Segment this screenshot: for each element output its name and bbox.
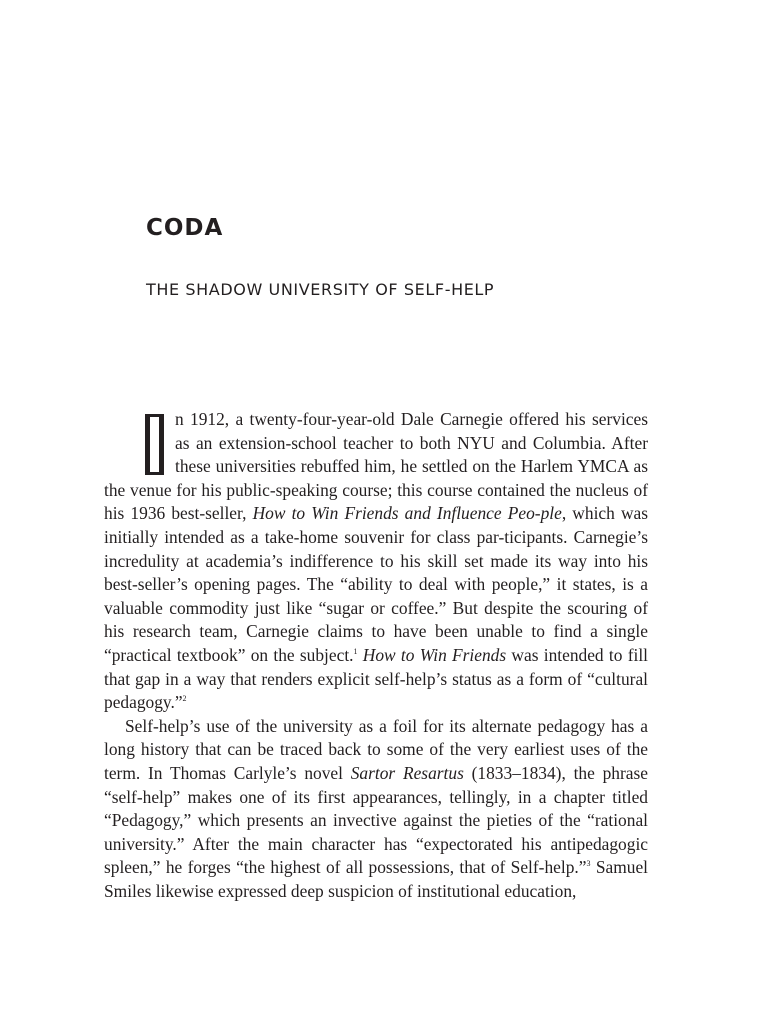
- paragraph-1: [104, 408, 648, 715]
- footnote-ref-2[interactable]: 2: [182, 694, 187, 704]
- chapter-label: CODA: [146, 215, 224, 241]
- paragraph-1-text: was intended to fill that gap in a way that renders explicit self-help’s status as a form of “cultural pedagogy.”: [104, 644, 648, 713]
- footnote-ref-3[interactable]: 3: [586, 859, 591, 869]
- paragraph-1-text: , which was initially intended as a take-home souvenir for class par-ticipants. Carnegie’s incredulity at academia’s indifference to his skill set made its way into his best-seller’s opening pages. The “ability to deal with people,” it states, is a valuable commodity just like “sugar or coffee.” But despite the scouring of his research team, Carnegie claims to have been unable to find a single “practical textbook” on the subject.: [104, 503, 648, 665]
- paragraph-2: [104, 715, 648, 904]
- paragraph-1-text: n 1912, a twenty-four-year-old Dale Carnegie offered his services as an extension-school teacher to both NYU and Columbia. After these universities rebuffed him, he settled on the Harlem YMCA as the venue for his public-speaking course; this course contained the nucleus of his 1936 best-seller,: [104, 409, 648, 524]
- paragraph-2-text: Samuel Smiles likewise expressed deep suspicion of institutional education,: [104, 857, 648, 901]
- book-title-italic: How to Win Friends: [362, 644, 507, 665]
- book-title-italic: How to Win Friends and Influence Peo-ple: [252, 503, 562, 524]
- paragraph-2-text: Self-help’s use of the university as a foil for its alternate pedagogy has a long history that can be traced back to some of the very earliest uses of the term. In Thomas Carlyle’s novel: [104, 715, 648, 783]
- paragraph-2-text: (1833–1834), the phrase “self-help” makes one of its first appearances, tellingly, in a chapter titled “Pedagogy,” which presents an invective against the pieties of the “rational university.” After the main character has “expectorated his antipedagogic spleen,” he forges “the highest of all possessions, that of Self-help.”: [104, 762, 648, 878]
- footnote-ref-1[interactable]: 1: [353, 646, 358, 656]
- drop-cap: [145, 414, 164, 475]
- chapter-title: THE SHADOW UNIVERSITY OF SELF-HELP: [146, 280, 495, 299]
- novel-title-italic: Sartor Resartus: [350, 762, 464, 783]
- drop-cap-letter: [150, 417, 159, 472]
- body-text: [104, 408, 648, 903]
